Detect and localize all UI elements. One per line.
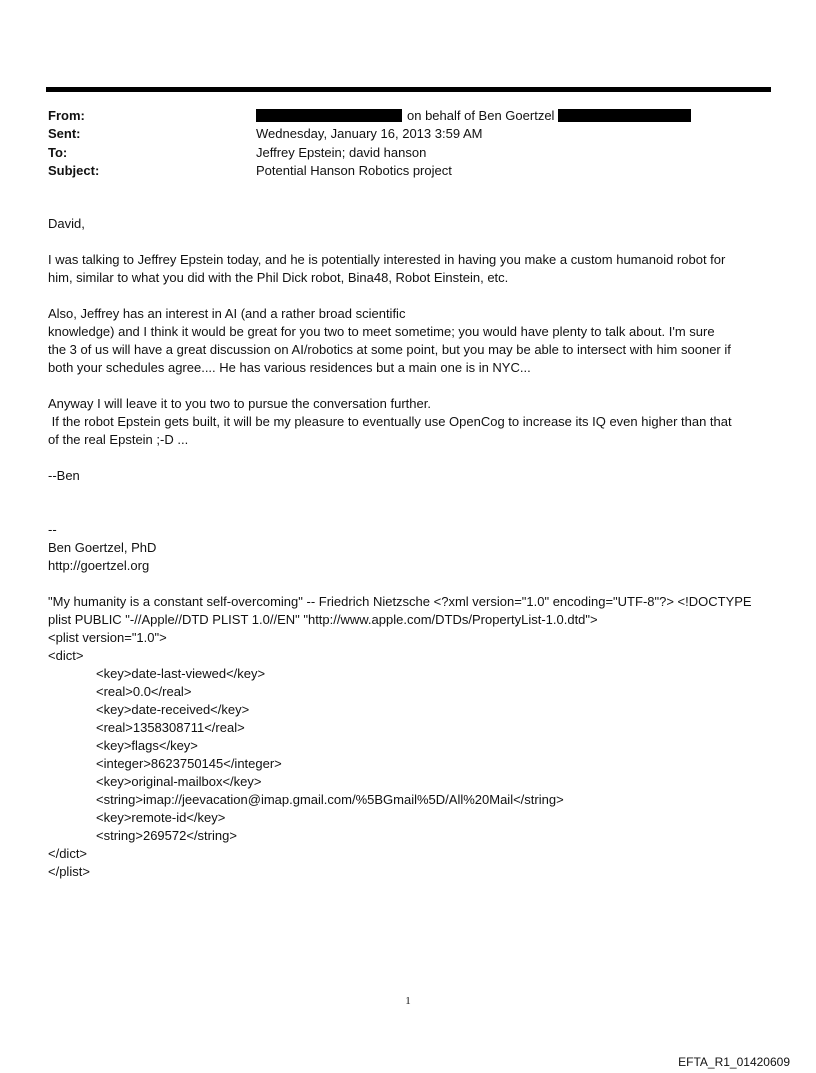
sent-label: Sent: bbox=[48, 126, 81, 142]
sent-row bbox=[48, 125, 768, 143]
plist-entry: <real>0.0</real> bbox=[96, 684, 192, 699]
quote-line: plist PUBLIC "-//Apple//DTD PLIST 1.0//EN" "http://www.apple.com/DTDs/PropertyList-1.0.dtd"> bbox=[48, 612, 598, 627]
plist-close: </plist> bbox=[48, 864, 90, 879]
paragraph-1 bbox=[48, 251, 770, 287]
text-line: Also, Jeffrey has an interest in AI (and a rather broad scientific bbox=[48, 306, 406, 321]
subject-value: Potential Hanson Robotics project bbox=[256, 163, 452, 179]
greeting: David, bbox=[48, 216, 85, 231]
email-body bbox=[48, 215, 770, 881]
to-value: Jeffrey Epstein; david hanson bbox=[256, 144, 427, 160]
header-rule bbox=[46, 87, 771, 92]
signature-block bbox=[48, 521, 770, 575]
signature-dashes: -- bbox=[48, 522, 57, 537]
text-line: If the robot Epstein gets built, it will be my pleasure to eventually use OpenCog to increase its IQ even higher than that bbox=[48, 414, 732, 429]
paragraph-3 bbox=[48, 395, 770, 449]
subject-label: Subject: bbox=[48, 163, 100, 179]
paragraph-2 bbox=[48, 305, 770, 377]
text-line: the 3 of us will have a great discussion on AI/robotics at some point, but you may be able to intersect with him sooner if bbox=[48, 342, 731, 357]
plist-entry: <key>date-received</key> bbox=[96, 702, 250, 717]
text-line: knowledge) and I think it would be great for you two to meet sometime; you would have plenty to talk about. I'm sure bbox=[48, 324, 715, 339]
plist-entry: <key>remote-id</key> bbox=[96, 810, 226, 825]
closing: --Ben bbox=[48, 468, 80, 483]
page-number: 1 bbox=[405, 995, 411, 1007]
plist-entry: <integer>8623750145</integer> bbox=[96, 756, 282, 771]
plist-entry: <key>date-last-viewed</key> bbox=[96, 666, 266, 681]
redaction-box bbox=[256, 109, 402, 122]
signature-url: http://goertzel.org bbox=[48, 558, 150, 573]
dict-close: </dict> bbox=[48, 846, 88, 861]
text-line: him, similar to what you did with the Phil Dick robot, Bina48, Robot Einstein, etc. bbox=[48, 270, 509, 285]
document-id: EFTA_R1_01420609 bbox=[678, 1055, 790, 1069]
plist-entry: <string>imap://jeevacation@imap.gmail.com/%5BGmail%5D/All%20Mail</string> bbox=[96, 792, 564, 807]
quote-line: "My humanity is a constant self-overcoming" -- Friedrich Nietzsche <?xml version="1.0" encoding="UTF-8"?> <!DOCTYPE bbox=[48, 594, 752, 609]
plist-entry: <string>269572</string> bbox=[96, 828, 237, 843]
to-label: To: bbox=[48, 144, 68, 160]
dict-open: <dict> bbox=[48, 648, 84, 663]
text-line: Anyway I will leave it to you two to pursue the conversation further. bbox=[48, 396, 431, 411]
sent-value: Wednesday, January 16, 2013 3:59 AM bbox=[256, 126, 483, 142]
to-row bbox=[48, 144, 768, 162]
subject-row bbox=[48, 162, 768, 180]
from-label: From: bbox=[48, 108, 85, 123]
text-line: of the real Epstein ;-D ... bbox=[48, 432, 189, 447]
from-value bbox=[256, 107, 691, 125]
redaction-box bbox=[558, 109, 691, 122]
from-behalf: on behalf of Ben Goertzel bbox=[407, 108, 555, 123]
from-row bbox=[48, 107, 768, 125]
plist-block bbox=[48, 593, 770, 881]
text-line: I was talking to Jeffrey Epstein today, and he is potentially interested in having you make a custom humanoid robot for bbox=[48, 252, 726, 267]
plist-open: <plist version="1.0"> bbox=[48, 630, 167, 645]
text-line: both your schedules agree.... He has various residences but a main one is in NYC... bbox=[48, 360, 531, 375]
signature-name: Ben Goertzel, PhD bbox=[48, 540, 157, 555]
plist-entry: <key>flags</key> bbox=[96, 738, 198, 753]
email-header bbox=[48, 107, 768, 181]
plist-entry: <key>original-mailbox</key> bbox=[96, 774, 262, 789]
plist-entry: <real>1358308711</real> bbox=[96, 720, 245, 735]
